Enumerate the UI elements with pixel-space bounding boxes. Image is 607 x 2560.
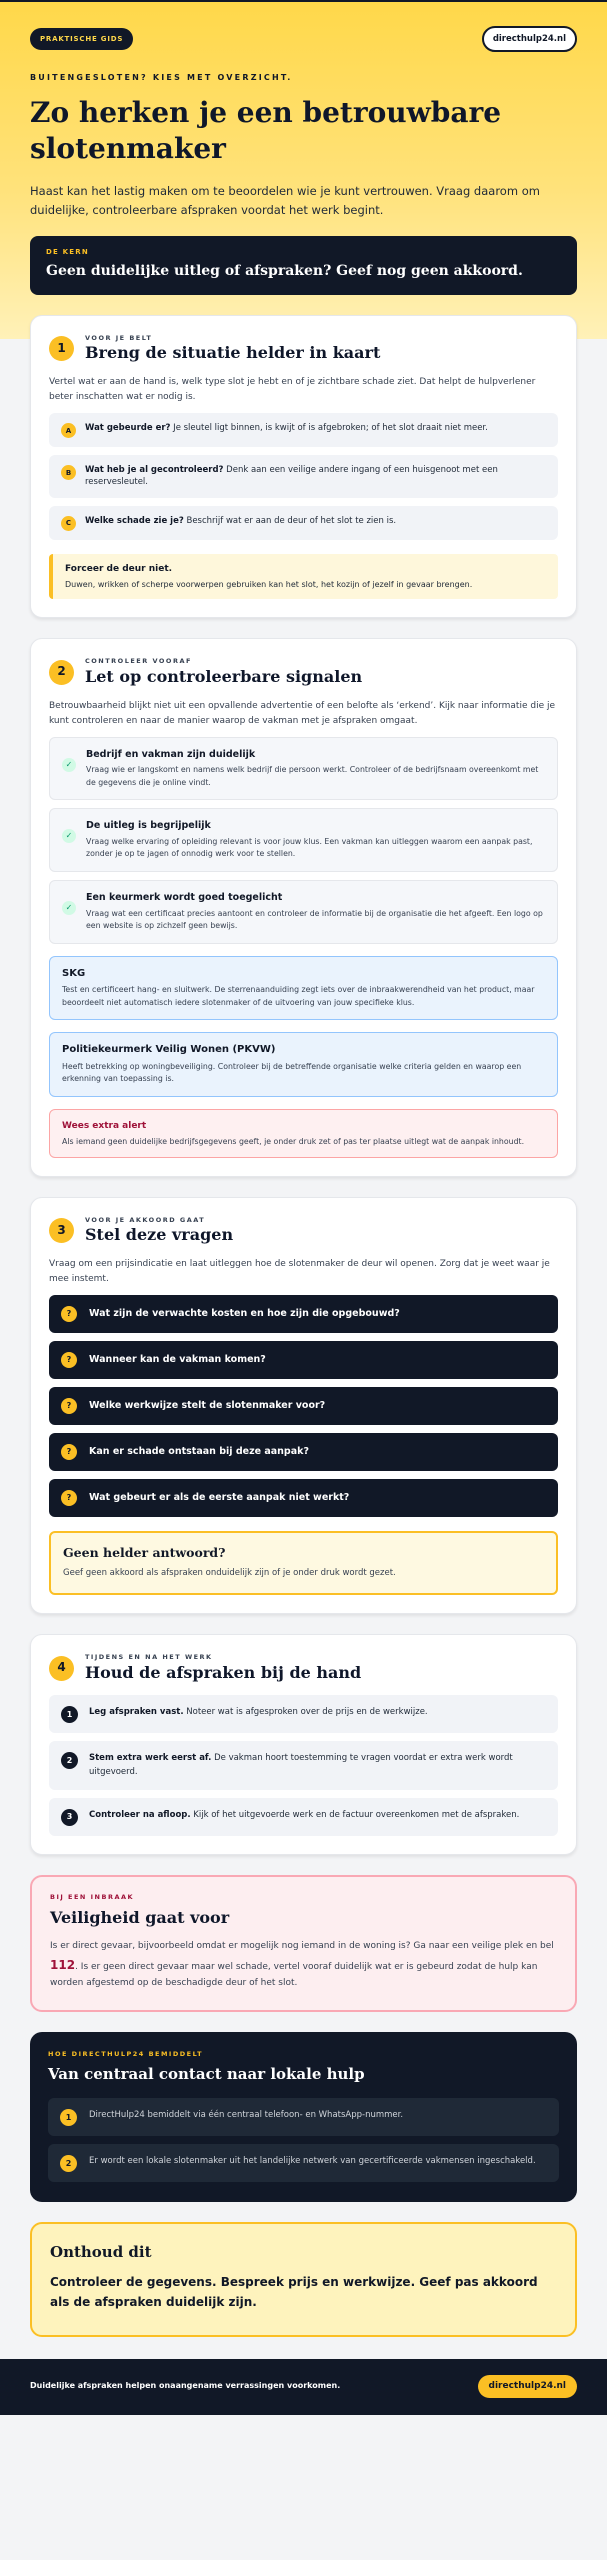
mediation-label: HOE DIRECTHULP24 BEMIDDELT	[48, 2049, 204, 2058]
list-item	[48, 2144, 559, 2182]
question-text: Wanneer kan de vakman komen?	[89, 1354, 266, 1366]
item-text: Noteer wat is afgesproken over de prijs en de werkwijze.	[183, 1706, 428, 1717]
check-icon: ✓	[62, 758, 76, 772]
mediation-card	[30, 2032, 577, 2202]
item-text: Kijk of het uitgevoerde werk en de factuur overeenkomen met de afspraken.	[190, 1809, 520, 1820]
burglary-label: BIJ EEN INBRAAK	[50, 1892, 135, 1901]
footer	[0, 2359, 607, 2415]
item-bold: Leg afspraken vast.	[89, 1706, 184, 1717]
footer-text: Duidelijke afspraken helpen onaangename verrassingen voorkomen.	[30, 2381, 341, 2391]
step-1-card	[30, 315, 577, 618]
check-text: Vraag wie er langskomt en namens welk bedrijf die persoon werkt. Controleer of de bedrijfsnaam overeenkomt met de gegevens die je online vindt.	[86, 765, 539, 787]
burglary-card	[30, 1875, 577, 2012]
step-title: Stel deze vragen	[85, 1225, 234, 1245]
burglary-text-after: . Is er geen direct gevaar maar wel schade, vertel vooraf duidelijk wat er is gebeurd zodat de hulp kan worden afgestemd op de beschadigde deur of het slot.	[50, 1962, 538, 1989]
list-item	[49, 506, 558, 540]
check-text: Vraag welke ervaring of opleiding relevant is voor jouw klus. Een vakman kan uitleggen waarom een aanpak past, zonder je op te jagen of onnodig werk voor te stellen.	[86, 837, 533, 859]
skg-title: SKG	[62, 967, 86, 979]
question-item	[49, 1341, 558, 1379]
hero-intro: Haast kan het lastig maken om te beoordelen wie je kunt vertrouwen. Vraag daarom om duidelijke, controleerbare afspraken voordat het werk begint.	[30, 183, 540, 217]
hero	[0, 0, 607, 339]
step-label: CONTROLEER VOORAF	[85, 657, 192, 666]
list-item	[48, 2098, 559, 2136]
question-text: Welke werkwijze stelt de slotenmaker voor?	[89, 1400, 326, 1412]
alert-text: Als iemand geen duidelijke bedrijfsgegevens geeft, je onder druk zet of pas ter plaatse uitlegt wat de aanpak inhoudt.	[62, 1136, 525, 1146]
question-item	[49, 1295, 558, 1333]
pkvw-text: Heeft betrekking op woningbeveiliging. Controleer bij de betreffende organisatie welke criteria gelden en waarop een erkenning van toepassing is.	[62, 1061, 522, 1084]
item-letter: B	[61, 465, 76, 480]
remember-text: Controleer de gegevens. Bespreek prijs en werkwijze. Geef pas akkoord als de afspraken duidelijk zijn.	[50, 2274, 538, 2310]
item-bold: Welke schade zie je?	[85, 515, 184, 526]
question-icon: ?	[61, 1444, 77, 1460]
step-label: VOOR JE BELT	[85, 334, 153, 343]
burglary-text-before: Is er direct gevaar, bijvoorbeeld omdat er mogelijk nog iemand in de woning is? Ga naar een veilige plek en bel	[50, 1941, 554, 1952]
list-item	[49, 1741, 558, 1790]
question-text: Kan er schade ontstaan bij deze aanpak?	[89, 1446, 309, 1458]
check-title: Bedrijf en vakman zijn duidelijk	[86, 748, 256, 760]
check-icon: ✓	[62, 901, 76, 915]
question-text: Wat zijn de verwachte kosten en hoe zijn die opgebouwd?	[89, 1308, 400, 1320]
item-letter: C	[61, 516, 76, 531]
question-icon: ?	[61, 1398, 77, 1414]
item-number: 3	[61, 1809, 78, 1826]
hero-eyebrow: BUITENGESLOTEN? KIES MET OVERZICHT.	[30, 73, 293, 83]
burglary-title: Veiligheid gaat voor	[50, 1908, 230, 1928]
item-text: De vakman hoort toestemming te vragen voordat er extra werk wordt uitgevoerd.	[89, 1752, 513, 1778]
check-title: De uitleg is begrijpelijk	[86, 820, 211, 832]
check-icon: ✓	[62, 829, 76, 843]
step-label: TIJDENS EN NA HET WERK	[85, 1653, 213, 1662]
item-number: 2	[60, 2155, 77, 2172]
question-item	[49, 1479, 558, 1517]
item-text: Er wordt een lokale slotenmaker uit het landelijke netwerk van gecertificeerde vakmensen ingeschakeld.	[89, 2156, 536, 2166]
skg-info	[49, 956, 558, 1020]
site-link[interactable]: directhulp24.nl	[482, 26, 577, 52]
step-2-card	[30, 638, 577, 1176]
step-number: 1	[49, 336, 74, 361]
step-4-card	[30, 1634, 577, 1854]
step-title: Houd de afspraken bij de hand	[85, 1662, 362, 1682]
note-title: Forceer de deur niet.	[65, 563, 173, 574]
question-text: Wat gebeurt er als de eerste aanpak niet werkt?	[89, 1492, 350, 1504]
item-text: Beschrijf wat er aan de deur of het slot te zien is.	[183, 515, 397, 526]
list-item	[49, 1695, 558, 1733]
mediation-title: Van centraal contact naar lokale hulp	[48, 2065, 365, 2084]
kern-label: DE KERN	[46, 247, 89, 256]
item-text: Denk aan een veilige andere ingang of een huisgenoot met een reservesleutel.	[85, 465, 498, 488]
item-bold: Wat gebeurde er?	[85, 423, 171, 434]
no-answer-title: Geen helder antwoord?	[63, 1544, 226, 1560]
step-lead: Vraag om een prijsindicatie en laat uitleggen hoe de slotenmaker de deur wil openen. Zorg dat je weet waar je mee instemt.	[49, 1259, 550, 1285]
guide-badge: PRAKTISCHE GIDS	[30, 28, 133, 50]
pkvw-info	[49, 1032, 558, 1096]
item-number: 1	[61, 1706, 78, 1723]
check-item	[49, 808, 558, 872]
step-title: Let op controleerbare signalen	[85, 666, 363, 686]
step-label: VOOR JE AKKOORD GAAT	[85, 1215, 206, 1224]
pkvw-title: Politiekeurmerk Veilig Wonen (PKVW)	[62, 1044, 276, 1056]
skg-text: Test en certificeert hang- en sluitwerk. De sterrenaanduiding zegt iets over de inbraakwerendheid van het product, maar beoordeelt niet automatisch iedere slotenmaker of de uitvoering van jouw specifieke klus.	[62, 985, 535, 1007]
alert-box	[49, 1109, 558, 1158]
check-title: Een keurmerk wordt goed toegelicht	[86, 891, 283, 903]
check-text: Vraag wat een certificaat precies aantoont en controleer de informatie bij de organisatie die het afgeeft. Een logo op een website is op zichzelf geen bewijs.	[86, 908, 543, 931]
kern-text: Geen duidelijke uitleg of afspraken? Geef nog geen akkoord.	[46, 262, 523, 279]
list-item	[49, 1798, 558, 1836]
item-bold: Wat heb je al gecontroleerd?	[85, 465, 224, 476]
footer-site-link[interactable]: directhulp24.nl	[478, 2375, 577, 2398]
step-number: 4	[49, 1656, 74, 1681]
item-text: DirectHulp24 bemiddelt via één centraal telefoon- en WhatsApp-nummer.	[89, 2110, 404, 2120]
alert-title: Wees extra alert	[62, 1120, 147, 1131]
check-item	[49, 737, 558, 801]
step-title: Breng de situatie helder in kaart	[85, 343, 381, 363]
warning-note	[49, 554, 558, 600]
step-lead: Betrouwbaarheid blijkt niet uit een opvallende advertentie of een belofte als ‘erkend’. Kijk naar informatie die je kunt controleren en naar de manier waarop de vakman met je afspraken omgaat.	[49, 700, 556, 726]
remember-title: Onthoud dit	[50, 2243, 152, 2261]
item-letter: A	[61, 423, 76, 438]
step-number: 2	[49, 660, 74, 685]
item-bold: Stem extra werk eerst af.	[89, 1752, 212, 1763]
step-lead: Vertel wat er aan de hand is, welk type slot je hebt en of je zichtbare schade ziet. Dat helpt de hulpverlener beter inschatten wat er nodig is.	[49, 377, 536, 403]
item-number: 1	[60, 2109, 77, 2126]
step-3-card	[30, 1197, 577, 1615]
list-item	[49, 413, 558, 447]
list-item	[49, 455, 558, 498]
page-title: Zo herken je een betrouwbare slotenmaker	[30, 95, 502, 166]
burglary-text	[50, 1939, 557, 1992]
no-answer-text: Geef geen akkoord als afspraken onduidelijk zijn of je onder druk wordt gezet.	[63, 1568, 396, 1579]
item-bold: Controleer na afloop.	[89, 1809, 191, 1820]
check-item	[49, 880, 558, 944]
question-icon: ?	[61, 1306, 77, 1322]
no-answer-box	[49, 1531, 558, 1595]
kern-box	[30, 236, 577, 295]
item-number: 2	[61, 1752, 78, 1769]
step-number: 3	[49, 1218, 74, 1243]
note-text: Duwen, wrikken of scherpe voorwerpen gebruiken kan het slot, het kozijn of jezelf in gevaar brengen.	[65, 579, 473, 589]
question-item	[49, 1433, 558, 1471]
item-text: Je sleutel ligt binnen, is kwijt of is afgebroken; of het slot draait niet meer.	[170, 423, 488, 434]
question-icon: ?	[61, 1352, 77, 1368]
remember-card	[30, 2222, 577, 2337]
question-icon: ?	[61, 1490, 77, 1506]
emergency-number-link[interactable]: 112	[50, 1958, 76, 1973]
question-item	[49, 1387, 558, 1425]
